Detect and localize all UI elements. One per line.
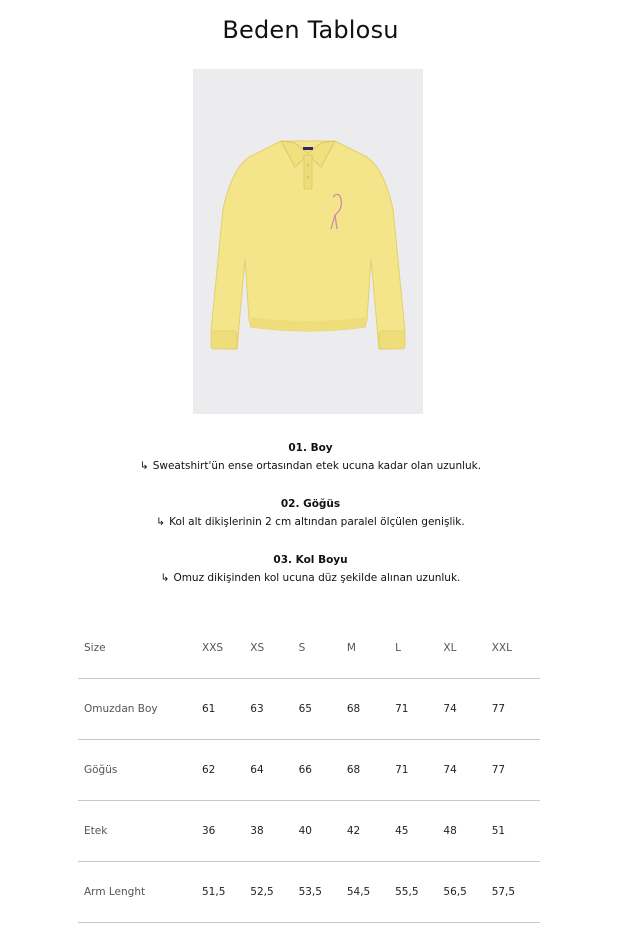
size-header-l: L — [395, 618, 443, 679]
yellow-polo-sweatshirt-image — [193, 69, 423, 414]
measurement-definitions — [0, 438, 621, 606]
table-cell: 36 — [202, 801, 250, 862]
table-cell: 57,5 — [492, 862, 540, 923]
definition-text-kol-boyu-label: Omuz dikişinden kol ucuna düz şekilde alınan uzunluk. — [173, 572, 461, 584]
table-cell: 68 — [347, 679, 395, 740]
table-cell: 56,5 — [443, 862, 491, 923]
table-cell: 51,5 — [202, 862, 250, 923]
row-label: Göğüs — [78, 740, 202, 801]
size-header-xxs: XXS — [202, 618, 250, 679]
table-cell: 52,5 — [250, 862, 298, 923]
table-cell: 74 — [443, 740, 491, 801]
size-header-label: Size — [78, 618, 202, 679]
table-cell: 53,5 — [299, 862, 347, 923]
arrow-icon: ↳ — [156, 516, 166, 528]
row-label: Arm Lenght — [78, 862, 202, 923]
size-header-xl: XL — [443, 618, 491, 679]
table-cell: 48 — [443, 801, 491, 862]
row-label: Etek — [78, 801, 202, 862]
size-table-header-row — [78, 618, 540, 679]
table-row — [78, 679, 540, 740]
table-cell: 40 — [299, 801, 347, 862]
definition-text-gogus-label: Kol alt dikişlerinin 2 cm altından paralel ölçülen genişlik. — [169, 516, 465, 528]
definition-heading-gogus: 02. Göğüs — [280, 498, 341, 510]
size-table — [78, 618, 540, 923]
table-cell: 66 — [299, 740, 347, 801]
table-cell: 68 — [347, 740, 395, 801]
definition-text-kol-boyu — [0, 570, 621, 606]
table-cell: 64 — [250, 740, 298, 801]
arrow-icon: ↳ — [160, 572, 170, 584]
table-cell: 74 — [443, 679, 491, 740]
definition-heading-boy: 01. Boy — [288, 442, 333, 454]
table-cell: 55,5 — [395, 862, 443, 923]
table-cell: 63 — [250, 679, 298, 740]
definition-text-boy — [0, 458, 621, 494]
table-cell: 54,5 — [347, 862, 395, 923]
table-row — [78, 862, 540, 923]
size-header-xs: XS — [250, 618, 298, 679]
definition-text-boy-label: Sweatshirt'ün ense ortasından etek ucuna kadar olan uzunluk. — [152, 460, 482, 472]
size-header-s: S — [299, 618, 347, 679]
table-cell: 45 — [395, 801, 443, 862]
product-image — [193, 69, 423, 414]
table-cell: 71 — [395, 740, 443, 801]
table-cell: 71 — [395, 679, 443, 740]
size-header-m: M — [347, 618, 395, 679]
table-cell: 38 — [250, 801, 298, 862]
table-cell: 77 — [492, 740, 540, 801]
definition-heading-kol-boyu: 03. Kol Boyu — [273, 554, 348, 566]
table-cell: 62 — [202, 740, 250, 801]
definition-text-gogus — [0, 514, 621, 550]
row-label: Omuzdan Boy — [78, 679, 202, 740]
arrow-icon: ↳ — [139, 460, 149, 472]
table-cell: 51 — [492, 801, 540, 862]
table-row — [78, 801, 540, 862]
table-cell: 77 — [492, 679, 540, 740]
size-header-xxl: XXL — [492, 618, 540, 679]
table-cell: 65 — [299, 679, 347, 740]
table-cell: 42 — [347, 801, 395, 862]
page-title: Beden Tablosu — [222, 16, 399, 44]
table-row — [78, 740, 540, 801]
table-cell: 61 — [202, 679, 250, 740]
